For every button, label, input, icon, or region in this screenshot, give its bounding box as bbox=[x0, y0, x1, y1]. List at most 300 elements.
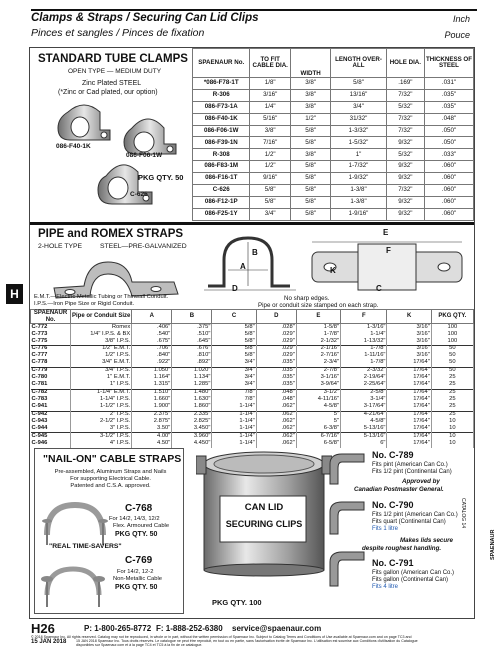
table-cell: 5" bbox=[296, 411, 340, 418]
table-cell: .922" bbox=[132, 360, 172, 367]
real-time-savers: "REAL TIME-SAVERS" bbox=[49, 543, 122, 550]
table-cell: 17/64" bbox=[387, 396, 431, 403]
table-cell: 5/8" bbox=[212, 338, 256, 345]
table-cell: 1-1/4" bbox=[212, 404, 256, 411]
part-number: C-775 bbox=[31, 338, 71, 345]
col-header: HOLE DIA. bbox=[386, 49, 424, 78]
clamp-086-F40-1K-image bbox=[58, 105, 110, 140]
table-cell: 5/8" bbox=[250, 196, 290, 208]
table-cell: .810" bbox=[172, 353, 212, 360]
table-cell: .035" bbox=[256, 360, 296, 367]
table-cell: .892" bbox=[172, 360, 212, 367]
table-cell: 2-3/4" bbox=[296, 360, 340, 367]
part-number: C-946 bbox=[31, 440, 71, 447]
pipe-straps-heading: PIPE and ROMEX STRAPS bbox=[38, 228, 184, 240]
tube-clamp-illustrations bbox=[40, 100, 200, 220]
nailon-desc-2: For supporting Electrical Cable. bbox=[70, 476, 151, 482]
section-divider bbox=[30, 222, 474, 225]
table-cell: 9/32" bbox=[386, 137, 424, 149]
c791-fit-2: Fits gallon (Continental Can) bbox=[372, 577, 449, 583]
table-cell: 1-1/4" bbox=[212, 411, 256, 418]
pipe-straps-legend-ips: I.P.S.—Iron Pipe Size or Rigid Conduit. bbox=[34, 301, 135, 307]
makes-line2: despite roughest handling. bbox=[362, 545, 442, 552]
table-cell: 1/2" bbox=[250, 149, 290, 161]
table-cell: 5/8" bbox=[212, 324, 256, 331]
table-cell: .169" bbox=[386, 78, 424, 90]
approved-line1: Approved by bbox=[402, 478, 440, 485]
c790-fit-2: Fits quart (Continental Can) bbox=[372, 519, 446, 525]
table-cell: 1" E.M.T. bbox=[71, 375, 132, 382]
tube-clamps-type: OPEN TYPE — MEDIUM DUTY bbox=[68, 68, 162, 75]
table-cell: 3/8" bbox=[290, 101, 330, 113]
table-cell: 3/16" bbox=[250, 89, 290, 101]
table-cell: 3/4" bbox=[250, 208, 290, 220]
col-header: THICKNESS OF STEEL bbox=[425, 49, 474, 78]
table-cell: 1-9/16" bbox=[331, 208, 386, 220]
table-cell: 6-3/8" bbox=[296, 426, 340, 433]
table-cell: 1/2" I.P.S. bbox=[71, 353, 132, 360]
table-cell: .035" bbox=[256, 375, 296, 382]
table-cell: 1-7/8" bbox=[296, 331, 340, 338]
col-header: SPAENAUR No. bbox=[31, 310, 71, 324]
table-cell: .062" bbox=[256, 426, 296, 433]
table-row bbox=[31, 440, 474, 447]
part-number: *086-F78-1T bbox=[193, 78, 250, 90]
col-header: B bbox=[172, 310, 212, 324]
table-cell: 5/8" bbox=[290, 185, 330, 197]
table-cell: 3/4" E.M.T. bbox=[71, 360, 132, 367]
nailon-desc-1: Pre-assembled, Aluminum Straps and Nails bbox=[54, 469, 167, 475]
table-cell: .028" bbox=[256, 324, 296, 331]
footer-legal-3: disponibles sur Spaenaur.com et à la page TC4 et TC5 à la fin de ce catalogue. bbox=[76, 643, 203, 647]
table-cell: 17/64" bbox=[387, 360, 431, 367]
table-cell: 1-1/4" I.P.S. bbox=[71, 396, 132, 403]
tube-clamps-table bbox=[192, 48, 474, 221]
part-number: C-944 bbox=[31, 426, 71, 433]
table-cell: 1-1/4" bbox=[212, 440, 256, 447]
table-cell: 1.285" bbox=[172, 382, 212, 389]
table-cell: 3.960" bbox=[172, 433, 212, 440]
c769-desc-1: For 14/2, 12-2 bbox=[117, 569, 154, 575]
table-cell: 5/8" bbox=[290, 196, 330, 208]
col-header: A bbox=[132, 310, 172, 324]
part-number: C-945 bbox=[31, 433, 71, 440]
table-cell: 1-13/32" bbox=[341, 338, 387, 345]
dim-label-D: D bbox=[232, 284, 238, 293]
table-cell: 2-1/16" bbox=[296, 345, 340, 352]
table-cell: 7/32" bbox=[386, 185, 424, 197]
table-cell: 3/4" bbox=[331, 101, 386, 113]
table-cell: 1-1/4" bbox=[212, 418, 256, 425]
table-cell: .062" bbox=[256, 411, 296, 418]
table-cell: .062" bbox=[256, 404, 296, 411]
table-cell: .029" bbox=[256, 338, 296, 345]
clamp-086-F06-1W-image bbox=[124, 119, 176, 154]
table-cell: 1-1/4" bbox=[341, 331, 387, 338]
table-row bbox=[31, 426, 474, 433]
table-cell: 4-11/16" bbox=[296, 396, 340, 403]
table-cell: 25 bbox=[431, 396, 473, 403]
table-cell: 3/4" bbox=[212, 360, 256, 367]
table-row bbox=[193, 185, 474, 197]
table-cell: 2.825" bbox=[172, 418, 212, 425]
table-cell: .029" bbox=[256, 331, 296, 338]
makes-line1: Makes lids secure bbox=[400, 537, 453, 544]
table-cell: 5/16" bbox=[250, 113, 290, 125]
nailon-heading: "NAIL-ON" CABLE STRAPS bbox=[43, 453, 182, 465]
approved-line2: Canadian Postmaster General. bbox=[354, 486, 444, 493]
pipe-straps-note-edges: No sharp edges. bbox=[284, 295, 330, 302]
table-cell: .035" bbox=[425, 101, 474, 113]
table-cell: .706" bbox=[132, 345, 172, 352]
part-number: C-943 bbox=[31, 418, 71, 425]
c768-number: C-768 bbox=[125, 503, 153, 514]
table-cell: 5/8" bbox=[331, 78, 386, 90]
table-cell: 3/8" bbox=[250, 125, 290, 137]
table-cell: 17/64" bbox=[387, 418, 431, 425]
table-row bbox=[193, 89, 474, 101]
c768-desc-1: For 14/2, 14/3, 12/2 bbox=[109, 516, 160, 522]
col-header: LENGTH OVER-ALL bbox=[331, 49, 386, 78]
col-header: C bbox=[212, 310, 256, 324]
table-cell: 1.860" bbox=[172, 404, 212, 411]
title-en: Clamps & Straps / Securing Can Lid Clips bbox=[31, 12, 259, 24]
title-fr: Pinces et sangles / Pinces de fixation bbox=[31, 27, 205, 39]
table-cell: 3-17/64" bbox=[341, 404, 387, 411]
table-cell: 2-19/64" bbox=[341, 375, 387, 382]
table-cell: .510" bbox=[172, 331, 212, 338]
part-number: C-782 bbox=[31, 389, 71, 396]
table-cell: 5-13/16" bbox=[341, 433, 387, 440]
table-cell: 9/32" bbox=[386, 161, 424, 173]
table-cell: 3-1/2" I.P.S. bbox=[71, 433, 132, 440]
table-cell: 50 bbox=[431, 367, 473, 374]
c769-pkg: PKG QTY. 50 bbox=[115, 584, 158, 591]
table-cell: 5/8" bbox=[212, 353, 256, 360]
table-cell: 1-7/32" bbox=[331, 161, 386, 173]
col-header: E bbox=[296, 310, 340, 324]
table-cell: .062" bbox=[256, 433, 296, 440]
table-cell: 1-3/8" bbox=[331, 196, 386, 208]
c768-desc-2: Flex. Armoured Cable bbox=[113, 523, 170, 529]
table-row bbox=[193, 149, 474, 161]
table-cell: 1/4" bbox=[250, 101, 290, 113]
table-cell: 17/64" bbox=[387, 389, 431, 396]
table-cell: 3/16" bbox=[387, 345, 431, 352]
footer-fax: F: 1-888-252-6380 bbox=[156, 624, 223, 633]
table-row bbox=[193, 173, 474, 185]
col-header: TO FIT CABLE DIA. bbox=[250, 49, 290, 78]
footer-page-number: H26 bbox=[31, 621, 55, 636]
table-cell: 4" I.P.S. bbox=[71, 440, 132, 447]
table-cell: 9/32" bbox=[386, 208, 424, 220]
table-cell: .406" bbox=[132, 324, 172, 331]
table-cell: 3.450" bbox=[172, 426, 212, 433]
part-number: C-776 bbox=[31, 345, 71, 352]
table-cell: 4.50" bbox=[132, 440, 172, 447]
part-number: 086-F83-1M bbox=[193, 161, 250, 173]
table-cell: .048" bbox=[256, 389, 296, 396]
table-cell: 9/32" bbox=[386, 196, 424, 208]
part-number: 086-F06-1W bbox=[193, 125, 250, 137]
table-cell: 2-7/8" bbox=[296, 367, 340, 374]
clamp-C-626-image bbox=[98, 165, 152, 204]
part-number: C-779 bbox=[31, 367, 71, 374]
table-cell: 1.020" bbox=[172, 367, 212, 374]
table-cell: 7/16" bbox=[250, 137, 290, 149]
table-cell: 100 bbox=[431, 338, 473, 345]
table-cell: 3/8" bbox=[290, 89, 330, 101]
table-cell: 1.050" bbox=[132, 367, 172, 374]
table-cell: 3/8" bbox=[290, 78, 330, 90]
paint-can-illustration bbox=[196, 448, 332, 578]
part-number: C-781 bbox=[31, 382, 71, 389]
c790-fit-3: Fits 1 litre bbox=[372, 526, 399, 532]
table-cell: 1-1/2" I.P.S. bbox=[71, 404, 132, 411]
part-number: C-942 bbox=[31, 411, 71, 418]
table-cell: 31/32" bbox=[331, 113, 386, 125]
can-label-line1: CAN LID bbox=[244, 502, 284, 513]
c768-pkg: PKG QTY. 50 bbox=[115, 531, 158, 538]
table-cell: 3/8" bbox=[290, 149, 330, 161]
table-cell: 25 bbox=[431, 389, 473, 396]
table-cell: 1.630" bbox=[172, 396, 212, 403]
dim-label-A: A bbox=[240, 262, 246, 271]
table-cell: 1-11/16" bbox=[341, 353, 387, 360]
table-cell: 4-5/8" bbox=[296, 404, 340, 411]
img-label-086-F40-1K: 086-F40-1K bbox=[56, 143, 91, 150]
table-cell: 1.134" bbox=[172, 375, 212, 382]
dim-label-K: K bbox=[330, 266, 336, 275]
table-cell: 5/32" bbox=[386, 149, 424, 161]
part-number: C-941 bbox=[31, 404, 71, 411]
table-cell: 100 bbox=[431, 331, 473, 338]
table-row bbox=[193, 137, 474, 149]
table-row bbox=[193, 101, 474, 113]
table-cell: 1/2" bbox=[290, 113, 330, 125]
table-cell: 9/16" bbox=[250, 173, 290, 185]
table-cell: 10 bbox=[431, 426, 473, 433]
table-cell: 9/32" bbox=[386, 173, 424, 185]
table-cell: 2" I.P.S. bbox=[71, 411, 132, 418]
table-cell: 17/64" bbox=[387, 404, 431, 411]
table-cell: 10 bbox=[431, 440, 473, 447]
table-row bbox=[31, 404, 474, 411]
table-cell: 7/32" bbox=[386, 113, 424, 125]
table-cell: 1.660" bbox=[132, 396, 172, 403]
table-cell: .676" bbox=[172, 345, 212, 352]
table-cell: 1-5/8" bbox=[296, 324, 340, 331]
table-cell: .062" bbox=[256, 440, 296, 447]
table-cell: 4-21/64" bbox=[341, 411, 387, 418]
table-cell: 100 bbox=[431, 324, 473, 331]
col-header: F bbox=[341, 310, 387, 324]
table-cell: .048" bbox=[256, 396, 296, 403]
table-cell: 5" bbox=[296, 418, 340, 425]
table-row bbox=[31, 360, 474, 367]
table-cell: 25 bbox=[431, 375, 473, 382]
table-cell: .029" bbox=[256, 353, 296, 360]
table-cell: 3/8" I.P.S. bbox=[71, 338, 132, 345]
table-row bbox=[31, 338, 474, 345]
table-cell: 17/64" bbox=[387, 433, 431, 440]
table-cell: 10 bbox=[431, 418, 473, 425]
table-cell: .060" bbox=[425, 161, 474, 173]
c769-illustration bbox=[39, 553, 109, 609]
table-row bbox=[193, 196, 474, 208]
table-cell: 3-9/64" bbox=[296, 382, 340, 389]
c769-number: C-769 bbox=[125, 555, 153, 566]
table-row bbox=[31, 382, 474, 389]
table-cell: 1-3/32" bbox=[331, 125, 386, 137]
table-cell: .048" bbox=[425, 113, 474, 125]
table-cell: 2-5/8" bbox=[341, 389, 387, 396]
table-cell: 3/4" bbox=[212, 382, 256, 389]
table-cell: 17/64" bbox=[387, 440, 431, 447]
col-header: SPAENAUR No. bbox=[193, 49, 250, 78]
table-cell: 1/8" bbox=[250, 78, 290, 90]
table-cell: .029" bbox=[256, 345, 296, 352]
table-cell: .033" bbox=[425, 149, 474, 161]
part-number: R-308 bbox=[193, 149, 250, 161]
table-cell: 3/16" bbox=[387, 331, 431, 338]
table-cell: .375" bbox=[172, 324, 212, 331]
table-cell: 17/64" bbox=[387, 426, 431, 433]
can-label-line2: SECURING CLIPS bbox=[225, 519, 303, 529]
tube-clamps-heading: STANDARD TUBE CLAMPS bbox=[38, 53, 188, 65]
table-cell: 3/16" bbox=[387, 338, 431, 345]
footer-email[interactable]: service@spaenaur.com bbox=[232, 624, 322, 633]
table-cell: 1.315" bbox=[132, 382, 172, 389]
part-number: C-780 bbox=[31, 375, 71, 382]
table-cell: .060" bbox=[425, 196, 474, 208]
table-cell: 1-3/16" bbox=[341, 324, 387, 331]
c791-number: No. C-791 bbox=[372, 558, 414, 568]
table-cell: 17/64" bbox=[387, 367, 431, 374]
table-cell: 5/8" bbox=[290, 208, 330, 220]
table-row bbox=[31, 331, 474, 338]
table-cell: .060" bbox=[425, 173, 474, 185]
part-number: C-626 bbox=[193, 185, 250, 197]
c768-illustration bbox=[41, 491, 111, 547]
pipe-straps-type: 2-HOLE TYPE bbox=[38, 243, 83, 250]
c791-fit-1: Fits gallon (American Can Co.) bbox=[372, 570, 455, 576]
part-number: 086-F12-1P bbox=[193, 196, 250, 208]
table-cell: 5-13/16" bbox=[341, 426, 387, 433]
pipe-straps-material: STEEL—PRE-GALVANIZED bbox=[100, 243, 187, 250]
table-cell: 1.480" bbox=[172, 389, 212, 396]
table-cell: 3/16" bbox=[387, 324, 431, 331]
footer-legal-1: © 2018 Spaenaur Inc. All rights reserved. Catalog may not be reproduced, in whole or in part, without the written permission of Spaenaur Inc. Subject to Catalog Terms and Conditions of Use available at Spaenaur.com and on page TC3 and bbox=[31, 635, 412, 639]
table-cell: 7/32" bbox=[386, 125, 424, 137]
part-number: 086-F73-1A bbox=[193, 101, 250, 113]
col-header: Pipe or Conduit Size bbox=[71, 310, 132, 324]
side-catalog: CATALOG 14 bbox=[460, 498, 466, 529]
table-cell: 1" bbox=[331, 149, 386, 161]
table-row bbox=[193, 161, 474, 173]
table-cell: 2-7/16" bbox=[296, 353, 340, 360]
part-number: C-783 bbox=[31, 396, 71, 403]
table-cell: .062" bbox=[256, 418, 296, 425]
can-clip-icons bbox=[326, 450, 368, 600]
table-cell: 4.00" bbox=[132, 433, 172, 440]
table-cell: .645" bbox=[172, 338, 212, 345]
table-cell: 50 bbox=[431, 345, 473, 352]
table-cell: 3/16" bbox=[387, 353, 431, 360]
table-cell: 7/8" bbox=[212, 389, 256, 396]
pipe-straps-table bbox=[30, 309, 474, 448]
col-header: K bbox=[387, 310, 431, 324]
table-cell: 3/4" I.P.S. bbox=[71, 367, 132, 374]
nailon-desc-3: Patented and C.S.A. approved. bbox=[70, 483, 151, 489]
table-cell: 2.875" bbox=[132, 418, 172, 425]
table-cell: .035" bbox=[256, 367, 296, 374]
table-cell: 17/64" bbox=[387, 382, 431, 389]
table-cell: 13/16" bbox=[331, 89, 386, 101]
table-cell: .050" bbox=[425, 125, 474, 137]
table-cell: 1/2" E.M.T. bbox=[71, 345, 132, 352]
table-cell: 50 bbox=[431, 360, 473, 367]
table-cell: 1/2" bbox=[250, 161, 290, 173]
c789-fit-1: Fits pint (American Can Co.) bbox=[372, 462, 448, 468]
dim-label-C: C bbox=[376, 284, 382, 293]
table-cell: 50 bbox=[431, 353, 473, 360]
table-cell: 7/32" bbox=[386, 89, 424, 101]
table-cell: 3/4" bbox=[212, 375, 256, 382]
table-cell: 3.50" bbox=[132, 426, 172, 433]
table-cell: 3-1/16" bbox=[296, 375, 340, 382]
table-cell: Romex bbox=[71, 324, 132, 331]
footer-date: 15 JAN 2018 bbox=[31, 639, 67, 645]
dim-label-F: F bbox=[386, 246, 391, 255]
footer-phone[interactable]: P: 1-800-265-8772 bbox=[84, 624, 152, 633]
dim-label-E: E bbox=[383, 228, 389, 237]
table-cell: 6" bbox=[341, 440, 387, 447]
pipe-straps-note-stamp: Pipe or conduit size stamped on each strap. bbox=[258, 302, 379, 309]
table-cell: .060" bbox=[425, 185, 474, 197]
table-cell: 4-5/8" bbox=[341, 418, 387, 425]
col-header: WIDTH bbox=[290, 49, 330, 78]
table-cell: .050" bbox=[425, 137, 474, 149]
table-cell: 2-3/32" bbox=[341, 367, 387, 374]
table-cell: 1" I.P.S. bbox=[71, 382, 132, 389]
pipe-straps-legend-emt: E.M.T.—Electric Metallic Tubing or Thinwall Conduit. bbox=[34, 294, 169, 300]
table-cell: 6-7/16" bbox=[296, 433, 340, 440]
table-cell: 5/32" bbox=[386, 101, 424, 113]
section-tab-h[interactable]: H bbox=[6, 284, 23, 304]
tube-clamps-section bbox=[30, 48, 474, 222]
table-cell: 1-9/32" bbox=[331, 173, 386, 185]
tube-clamps-material: Zinc Plated STEEL bbox=[82, 80, 142, 87]
table-cell: 3-1/4" bbox=[341, 396, 387, 403]
part-number: C-772 bbox=[31, 324, 71, 331]
table-cell: 5/8" bbox=[212, 331, 256, 338]
table-cell: 1-3/8" bbox=[331, 185, 386, 197]
part-number: C-773 bbox=[31, 331, 71, 338]
table-cell: .035" bbox=[256, 382, 296, 389]
table-cell: 1-1/4" bbox=[212, 426, 256, 433]
c790-fit-1: Fits 1/2 pint (American Can Co.) bbox=[372, 512, 458, 518]
table-cell: 2-1/2" I.P.S. bbox=[71, 418, 132, 425]
table-cell: 2.375" bbox=[132, 411, 172, 418]
table-cell: 1-5/32" bbox=[331, 137, 386, 149]
table-cell: 1.164" bbox=[132, 375, 172, 382]
c789-number: No. C-789 bbox=[372, 450, 414, 460]
table-cell: 1-7/8" bbox=[341, 360, 387, 367]
nailon-box bbox=[34, 448, 184, 614]
table-cell: 5/8" bbox=[290, 173, 330, 185]
table-cell: 2.335" bbox=[172, 411, 212, 418]
